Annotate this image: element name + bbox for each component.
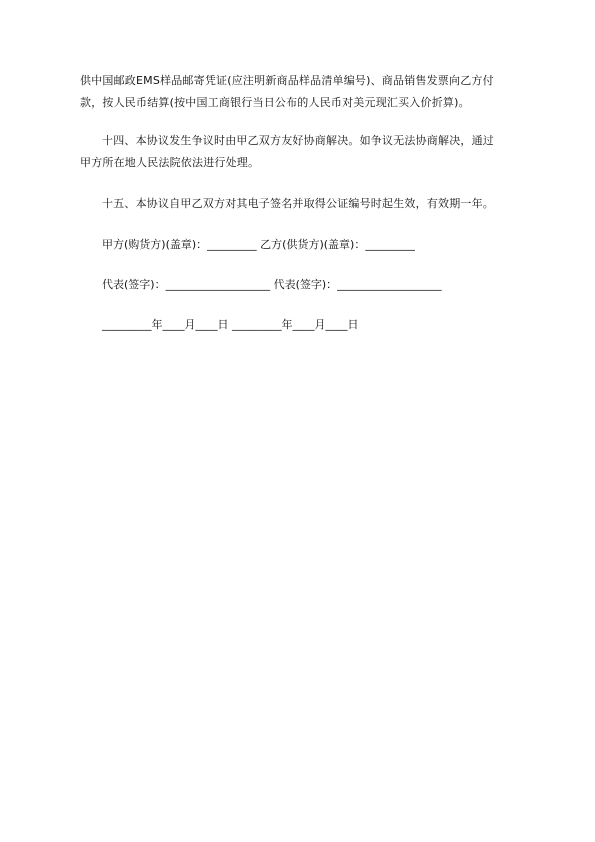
representative-line <box>102 277 442 293</box>
paragraph-line: 甲方所在地人民法院依法进行处理。 <box>80 156 260 169</box>
paragraph-line: 十五、本协议自甲乙双方对其电子签名并取得公证编号时起生效，有效期一年。 <box>102 197 494 210</box>
paragraph-15 <box>80 193 520 215</box>
paragraph-line: 十四、本协议发生争议时由甲乙双方友好协商解决。如争议无法协商解决，通过 <box>102 134 494 147</box>
party-b-seal: 乙方(供货方)(盖章)：_________ <box>260 238 415 251</box>
paragraph-14 <box>80 130 520 174</box>
paragraph-line: 供中国邮政EMS样品邮寄凭证(应注明新商品样品清单编号)、商品销售发票向乙方付 <box>80 74 494 87</box>
representative-b: 代表(签字)：___________________ <box>273 278 442 291</box>
paragraph-13-continued <box>80 70 520 114</box>
party-a-seal: 甲方(购货方)(盖章)：_________ <box>102 238 257 251</box>
date-line <box>102 317 359 333</box>
seal-line <box>102 237 415 253</box>
paragraph-line: 款，按人民币结算(按中国工商银行当日公布的人民币对美元现汇买入价折算)。 <box>80 96 470 109</box>
representative-a: 代表(签字)：___________________ <box>102 278 271 291</box>
date-a: _________年____月____日 <box>102 318 229 331</box>
date-b: _________年____月____日 <box>232 318 359 331</box>
